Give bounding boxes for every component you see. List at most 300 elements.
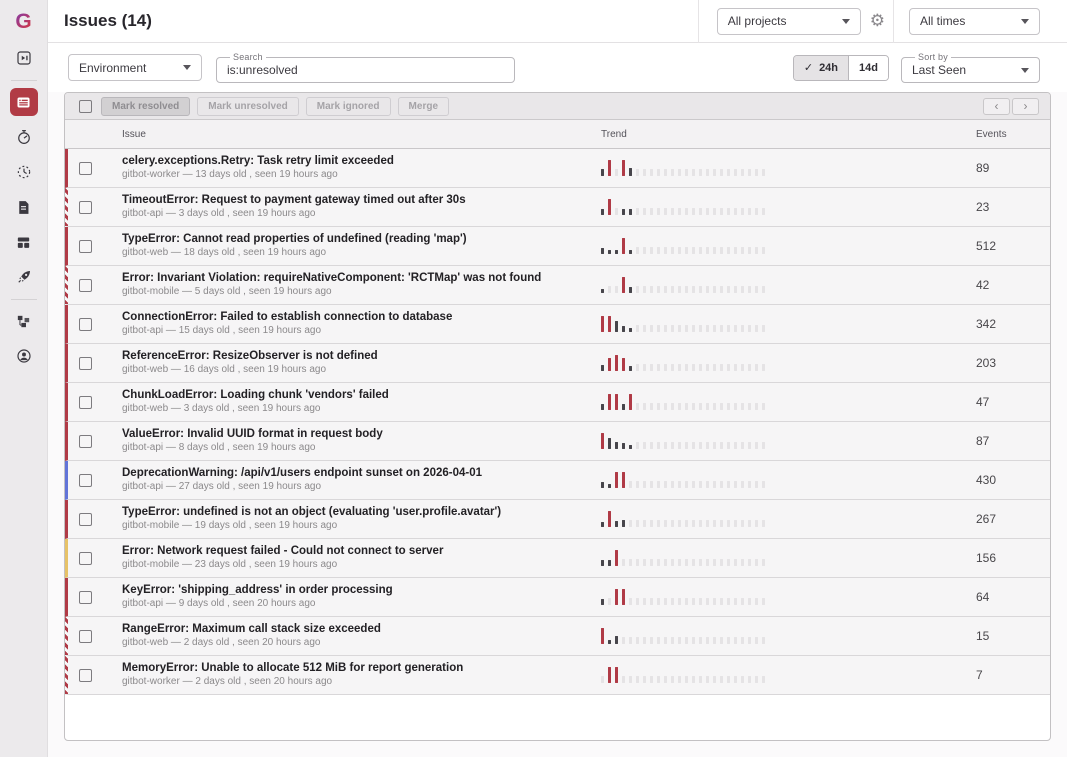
trend-bar xyxy=(608,511,611,527)
trend-bar xyxy=(734,676,737,683)
trend-bar xyxy=(636,169,639,176)
trend-bar xyxy=(664,286,667,293)
trend-bar xyxy=(706,520,709,527)
settings-gear-icon[interactable]: ⚙ xyxy=(869,10,885,31)
rocket-icon xyxy=(15,268,33,286)
trend-bar xyxy=(643,169,646,176)
trend-bar xyxy=(671,676,674,683)
trend-bar xyxy=(748,403,751,410)
trend-bar xyxy=(650,676,653,683)
trend-bar xyxy=(755,169,758,176)
project-selector[interactable]: All projects xyxy=(717,8,861,35)
trend-bar xyxy=(664,325,667,332)
issue-row[interactable] xyxy=(65,383,1050,422)
trend-bar xyxy=(678,364,681,371)
trend-bar xyxy=(720,247,723,254)
issue-row[interactable] xyxy=(65,188,1050,227)
trend-bar xyxy=(657,676,660,683)
events-count: 267 xyxy=(976,512,997,526)
trend-bar xyxy=(713,169,716,176)
issue-title[interactable]: ChunkLoadError: Loading chunk 'vendors' failed xyxy=(122,389,389,401)
app-logo[interactable]: G xyxy=(15,9,31,37)
trend-bar xyxy=(706,325,709,332)
trend-bar xyxy=(671,403,674,410)
trend-bar xyxy=(657,325,660,332)
trend-bar xyxy=(650,520,653,527)
trend-bar xyxy=(608,640,611,644)
trend-bar xyxy=(741,481,744,488)
issue-row[interactable] xyxy=(65,539,1050,578)
trend-bar xyxy=(636,247,639,254)
trend-bar xyxy=(671,208,674,215)
issue-meta: gitbot-web — 2 days old , seen 20 hours ago xyxy=(122,637,321,648)
row-checkbox[interactable] xyxy=(79,396,92,409)
trend-bar xyxy=(699,403,702,410)
toggle-14d-button[interactable]: 14d xyxy=(848,56,888,80)
trend-bar xyxy=(713,247,716,254)
trend-bar xyxy=(692,169,695,176)
trend-bar xyxy=(608,316,611,332)
trend-bar xyxy=(650,481,653,488)
sidebar-item-issues[interactable] xyxy=(10,88,38,116)
trend-bar xyxy=(713,637,716,644)
events-count: 47 xyxy=(976,395,990,409)
trend-bar xyxy=(755,364,758,371)
document-icon xyxy=(15,199,32,216)
trend-bar xyxy=(671,169,674,176)
issue-meta: gitbot-web — 3 days old , seen 19 hours ago xyxy=(122,403,321,414)
trend-bar xyxy=(706,247,709,254)
trend-bar xyxy=(720,364,723,371)
row-checkbox[interactable] xyxy=(79,513,92,526)
trend-bar xyxy=(699,442,702,449)
trend-bar xyxy=(657,598,660,605)
trend-bar xyxy=(713,559,716,566)
issue-row[interactable] xyxy=(65,617,1050,656)
trend-bar xyxy=(734,247,737,254)
trend-bar xyxy=(678,403,681,410)
sidebar-item-profile[interactable] xyxy=(10,342,38,370)
trend-bar xyxy=(657,481,660,488)
trend-bar xyxy=(601,628,604,644)
trend-bar xyxy=(706,403,709,410)
trend-bar xyxy=(755,403,758,410)
trend-bar xyxy=(629,287,632,293)
issue-title[interactable]: RangeError: Maximum call stack size exceeded xyxy=(122,623,381,635)
trend-bar xyxy=(727,169,730,176)
trend-bar xyxy=(741,286,744,293)
trend-bar xyxy=(741,520,744,527)
trend-bar xyxy=(622,472,625,488)
trend-bar xyxy=(692,247,695,254)
trend-bar xyxy=(748,559,751,566)
trend-bar xyxy=(671,442,674,449)
trend-bar xyxy=(615,472,618,488)
trend-bar xyxy=(685,208,688,215)
issue-row[interactable] xyxy=(65,578,1050,617)
row-checkbox[interactable] xyxy=(79,357,92,370)
trend-bar xyxy=(727,676,730,683)
row-checkbox[interactable] xyxy=(79,162,92,175)
chevron-down-icon xyxy=(842,19,850,24)
trend-bar xyxy=(699,364,702,371)
issue-meta: gitbot-mobile — 23 days old , seen 19 hours ago xyxy=(122,559,338,570)
trend-bar xyxy=(706,559,709,566)
trend-bar xyxy=(762,325,765,332)
next-page-button[interactable]: › xyxy=(1012,98,1039,115)
trend-bar xyxy=(762,208,765,215)
sidebar-item-feedback[interactable] xyxy=(10,193,38,221)
trend-bar xyxy=(629,637,632,644)
trend-bar xyxy=(692,637,695,644)
trend-bar xyxy=(734,325,737,332)
pagination xyxy=(983,98,1039,115)
trend-bar xyxy=(664,598,667,605)
trend-bar xyxy=(720,403,723,410)
issue-row[interactable] xyxy=(65,344,1050,383)
trend-bar xyxy=(615,667,618,683)
trend-bar xyxy=(629,676,632,683)
trend-bar xyxy=(727,637,730,644)
trend-bar xyxy=(664,169,667,176)
trend-bar xyxy=(636,481,639,488)
trend-bar xyxy=(643,481,646,488)
trend-bar xyxy=(622,326,625,332)
events-count: 15 xyxy=(976,629,990,643)
trend-bar xyxy=(643,403,646,410)
trend-bar xyxy=(608,598,611,605)
trend-bar xyxy=(643,442,646,449)
sidebar-item-crons[interactable] xyxy=(10,158,38,186)
trend-bar xyxy=(615,321,618,332)
trend-bar xyxy=(678,637,681,644)
trend-bar xyxy=(762,559,765,566)
trend-bar xyxy=(755,676,758,683)
issue-row[interactable] xyxy=(65,227,1050,266)
trend-bar xyxy=(678,559,681,566)
trend-bar xyxy=(748,325,751,332)
issue-meta: gitbot-web — 16 days old , seen 19 hours ago xyxy=(122,364,327,375)
row-checkbox[interactable] xyxy=(79,552,92,565)
trend-bar xyxy=(601,522,604,527)
trend-bar xyxy=(608,199,611,215)
trend-bar xyxy=(692,481,695,488)
select-all-checkbox[interactable] xyxy=(79,100,92,113)
trend-sparkline xyxy=(601,160,976,176)
row-checkbox[interactable] xyxy=(79,318,92,331)
trend-bar xyxy=(636,520,639,527)
trend-bar xyxy=(657,364,660,371)
trend-bar xyxy=(601,248,604,254)
sort-by-value: Last Seen xyxy=(912,63,967,77)
trend-bar xyxy=(636,286,639,293)
trend-bar xyxy=(692,364,695,371)
trend-bar xyxy=(636,403,639,410)
trend-bar xyxy=(678,247,681,254)
trend-bar xyxy=(622,559,625,566)
performance-stopwatch-icon xyxy=(15,128,33,146)
trend-bar xyxy=(713,364,716,371)
issue-title[interactable]: KeyError: 'shipping_address' in order processing xyxy=(122,584,393,596)
trend-bar xyxy=(755,442,758,449)
trend-bar xyxy=(622,238,625,254)
issue-row[interactable] xyxy=(65,149,1050,188)
sidebar-item-releases[interactable] xyxy=(10,263,38,291)
trend-bar xyxy=(678,208,681,215)
trend-sparkline xyxy=(601,550,976,566)
trend-bar xyxy=(734,403,737,410)
trend-bar xyxy=(657,403,660,410)
trend-bar xyxy=(762,520,765,527)
trend-bar xyxy=(650,247,653,254)
sidebar-item-projects[interactable] xyxy=(10,44,38,72)
trend-bar xyxy=(685,676,688,683)
trend-bar xyxy=(650,598,653,605)
trend-bar xyxy=(762,403,765,410)
trend-bar xyxy=(762,676,765,683)
events-count: 64 xyxy=(976,590,990,604)
trend-bar xyxy=(692,286,695,293)
header-divider xyxy=(893,0,894,43)
trend-bar xyxy=(657,559,660,566)
trend-bar xyxy=(608,484,611,488)
trend-bar xyxy=(685,247,688,254)
row-checkbox[interactable] xyxy=(79,591,92,604)
trend-bar xyxy=(664,559,667,566)
trend-bar xyxy=(699,247,702,254)
trend-bar xyxy=(755,559,758,566)
bulk-actions-toolbar xyxy=(65,93,1050,120)
row-checkbox[interactable] xyxy=(79,201,92,214)
dashboards-icon xyxy=(15,234,32,251)
mark-resolved-button[interactable]: Mark resolved xyxy=(101,97,190,116)
sidebar-divider xyxy=(11,80,37,81)
trend-bar xyxy=(671,247,674,254)
row-checkbox[interactable] xyxy=(79,279,92,292)
trend-bar xyxy=(720,676,723,683)
trend-bar xyxy=(657,637,660,644)
crons-clock-icon xyxy=(15,163,33,181)
trend-bar xyxy=(755,520,758,527)
mark-ignored-button[interactable]: Mark ignored xyxy=(306,97,391,116)
trend-bar xyxy=(685,169,688,176)
trend-bar xyxy=(601,560,604,566)
sidebar-item-organization[interactable] xyxy=(10,307,38,335)
trend-bar xyxy=(678,169,681,176)
trend-bar xyxy=(636,208,639,215)
search-value[interactable]: is:unresolved xyxy=(227,63,298,77)
trend-bar xyxy=(615,355,618,371)
issue-meta: gitbot-web — 18 days old , seen 19 hours ago xyxy=(122,247,327,258)
trend-bar xyxy=(734,520,737,527)
trend-bar xyxy=(713,676,716,683)
trend-bar xyxy=(615,394,618,410)
trend-bar xyxy=(643,364,646,371)
trend-sparkline xyxy=(601,238,976,254)
trend-bar xyxy=(678,286,681,293)
trend-bar xyxy=(622,520,625,527)
trend-bar xyxy=(692,520,695,527)
trend-bar xyxy=(671,364,674,371)
merge-button[interactable]: Merge xyxy=(398,97,449,116)
issue-title[interactable]: ReferenceError: ResizeObserver is not defined xyxy=(122,350,378,362)
trend-bar xyxy=(685,520,688,527)
trend-bar xyxy=(748,676,751,683)
trend-bar xyxy=(720,637,723,644)
trend-bar xyxy=(699,598,702,605)
events-count: 156 xyxy=(976,551,997,565)
trend-bar xyxy=(699,559,702,566)
issue-meta: gitbot-mobile — 5 days old , seen 19 hours ago xyxy=(122,286,332,297)
trend-bar xyxy=(699,325,702,332)
row-checkbox[interactable] xyxy=(79,669,92,682)
trend-bar xyxy=(748,208,751,215)
trend-bar xyxy=(748,598,751,605)
row-checkbox[interactable] xyxy=(79,240,92,253)
trend-bar xyxy=(713,286,716,293)
trend-bar xyxy=(706,169,709,176)
trend-bar xyxy=(727,208,730,215)
trend-bar xyxy=(671,481,674,488)
issue-row[interactable] xyxy=(65,266,1050,305)
environment-selector[interactable]: Environment xyxy=(68,54,202,81)
trend-bar xyxy=(713,442,716,449)
trend-bar xyxy=(643,286,646,293)
trend-bar xyxy=(734,637,737,644)
trend-bar xyxy=(741,598,744,605)
trend-bar xyxy=(615,550,618,566)
trend-bar xyxy=(699,481,702,488)
trend-bar xyxy=(762,442,765,449)
trend-bar xyxy=(671,637,674,644)
issue-title[interactable]: DeprecationWarning: /api/v1/users endpoint sunset on 2026-04-01 xyxy=(122,467,482,479)
row-checkbox[interactable] xyxy=(79,474,92,487)
time-range-selector[interactable]: All times xyxy=(909,8,1040,35)
trend-bar xyxy=(692,598,695,605)
trend-sparkline xyxy=(601,472,976,488)
trend-bar xyxy=(727,247,730,254)
trend-bar xyxy=(727,442,730,449)
trend-bar xyxy=(608,560,611,566)
issue-row[interactable] xyxy=(65,500,1050,539)
issue-meta: gitbot-worker — 13 days old , seen 19 hours ago xyxy=(122,169,338,180)
trend-bar xyxy=(664,520,667,527)
trend-bar xyxy=(713,403,716,410)
issue-title[interactable]: ValueError: Invalid UUID format in request body xyxy=(122,428,383,440)
sidebar-item-dashboards[interactable] xyxy=(10,228,38,256)
trend-bar xyxy=(734,364,737,371)
trend-bar xyxy=(608,358,611,371)
issue-row[interactable] xyxy=(65,461,1050,500)
trend-bar xyxy=(692,676,695,683)
trend-bar xyxy=(685,637,688,644)
trend-bar xyxy=(762,286,765,293)
search-input[interactable] xyxy=(216,52,515,83)
trend-sparkline xyxy=(601,394,976,410)
trend-bar xyxy=(664,637,667,644)
sort-by-selector[interactable] xyxy=(901,52,1040,83)
trend-bar xyxy=(615,589,618,605)
mark-unresolved-button[interactable]: Mark unresolved xyxy=(197,97,298,116)
issue-title[interactable]: TimeoutError: Request to payment gateway timed out after 30s xyxy=(122,194,466,206)
row-checkbox[interactable] xyxy=(79,630,92,643)
trend-bar xyxy=(692,403,695,410)
issue-row[interactable] xyxy=(65,656,1050,695)
trend-bar xyxy=(601,169,604,176)
trend-bar xyxy=(650,286,653,293)
trend-bar xyxy=(615,250,618,254)
sidebar xyxy=(0,0,48,757)
issue-title[interactable]: Error: Network request failed - Could not connect to server xyxy=(122,545,444,557)
issue-list xyxy=(65,149,1050,695)
events-count: 342 xyxy=(976,317,997,331)
events-count: 203 xyxy=(976,356,997,370)
events-count: 7 xyxy=(976,668,983,682)
trend-bar xyxy=(699,286,702,293)
sidebar-item-performance[interactable] xyxy=(10,123,38,151)
trend-sparkline xyxy=(601,511,976,527)
trend-bar xyxy=(741,676,744,683)
trend-bar xyxy=(692,208,695,215)
trend-bar xyxy=(664,208,667,215)
issue-row[interactable] xyxy=(65,422,1050,461)
trend-bar xyxy=(741,364,744,371)
issue-meta: gitbot-api — 15 days old , seen 19 hours ago xyxy=(122,325,322,336)
row-checkbox[interactable] xyxy=(79,435,92,448)
org-hierarchy-icon xyxy=(15,313,32,330)
trend-bar xyxy=(685,559,688,566)
trend-bar xyxy=(622,209,625,215)
trend-bar xyxy=(608,250,611,254)
trend-bar xyxy=(622,443,625,449)
trend-sparkline xyxy=(601,667,976,683)
trend-bar xyxy=(629,250,632,254)
trend-bar xyxy=(741,169,744,176)
trend-bar xyxy=(678,598,681,605)
trend-bar xyxy=(643,325,646,332)
trend-bar xyxy=(629,366,632,371)
issue-title[interactable]: Error: Invariant Violation: requireNativeComponent: 'RCTMap' was not found xyxy=(122,272,542,284)
trend-bar xyxy=(601,289,604,293)
events-count: 512 xyxy=(976,239,997,253)
events-count: 87 xyxy=(976,434,990,448)
column-header-events: Events xyxy=(976,128,1007,140)
trend-bar xyxy=(755,325,758,332)
issue-title[interactable]: ConnectionError: Failed to establish connection to database xyxy=(122,311,453,323)
issue-title[interactable]: MemoryError: Unable to allocate 512 MiB for report generation xyxy=(122,662,464,674)
prev-page-button[interactable]: ‹ xyxy=(983,98,1010,115)
trend-bar xyxy=(601,482,604,488)
issue-title[interactable]: TypeError: Cannot read properties of undefined (reading 'map') xyxy=(122,233,467,245)
trend-bar xyxy=(636,442,639,449)
trend-bar xyxy=(636,325,639,332)
issue-title[interactable]: celery.exceptions.Retry: Task retry limit exceeded xyxy=(122,155,394,167)
issue-meta: gitbot-api — 9 days old , seen 20 hours ago xyxy=(122,598,316,609)
trend-bar xyxy=(678,520,681,527)
toggle-24h-button[interactable]: ✓ 24h xyxy=(794,56,848,80)
issue-title[interactable]: TypeError: undefined is not an object (evaluating 'user.profile.avatar') xyxy=(122,506,502,518)
trend-bar xyxy=(671,559,674,566)
issue-row[interactable] xyxy=(65,305,1050,344)
trend-bar xyxy=(699,520,702,527)
trend-bar xyxy=(713,325,716,332)
trend-bar xyxy=(608,160,611,176)
trend-bar xyxy=(622,277,625,293)
trend-bar xyxy=(755,598,758,605)
trend-bar xyxy=(643,559,646,566)
trend-bar xyxy=(748,286,751,293)
trend-bar xyxy=(727,403,730,410)
